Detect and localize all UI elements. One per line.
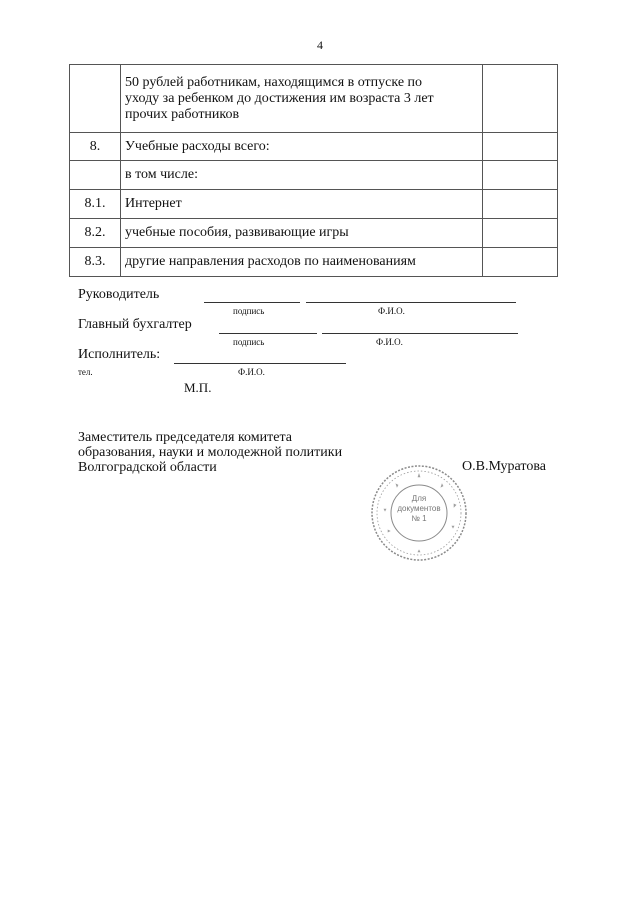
executor-name-line	[174, 363, 346, 364]
row-number: 8.3.	[70, 248, 121, 277]
signer-position	[78, 430, 342, 475]
head-name-line	[306, 302, 516, 303]
row-number: 8.	[70, 133, 121, 161]
row-value	[483, 161, 558, 190]
row-value	[483, 65, 558, 133]
row-description: учебные пособия, развивающие игры	[121, 219, 483, 248]
row-value	[483, 248, 558, 277]
page-number: 4	[317, 38, 323, 52]
row-description: в том числе:	[121, 161, 483, 190]
description-line: прочих работников	[125, 106, 240, 122]
seal-text-line: № 1	[411, 514, 427, 523]
head-signature-line	[204, 302, 300, 303]
table-row	[70, 219, 558, 248]
accountant-fio-caption: Ф.И.О.	[376, 337, 403, 347]
signer-position-line: Волгоградской области	[78, 460, 217, 475]
head-sign-caption: подпись	[233, 306, 265, 316]
head-label: Руководитель	[78, 287, 160, 302]
stamp-place-label: М.П.	[184, 380, 212, 395]
row-number: 8.2.	[70, 219, 121, 248]
row-value	[483, 133, 558, 161]
table-row	[70, 248, 558, 277]
row-description: другие направления расходов по наименованиям	[121, 248, 483, 277]
accountant-name-line	[322, 333, 518, 334]
head-fio-caption: Ф.И.О.	[378, 306, 405, 316]
executor-fio-caption: Ф.И.О.	[238, 367, 265, 377]
table-row	[70, 190, 558, 219]
row-description: Учебные расходы всего:	[121, 133, 483, 161]
executor-label: Исполнитель:	[78, 347, 161, 362]
row-value	[483, 219, 558, 248]
official-seal	[370, 464, 468, 562]
expenses-table	[69, 64, 558, 277]
signer-position-line: образования, науки и молодежной политики	[78, 445, 343, 460]
seal-text-line: Для	[411, 494, 427, 503]
accountant-label: Главный бухгалтер	[78, 317, 192, 332]
description-line: 50 рублей работникам, находящимся в отпуске по	[125, 74, 423, 90]
accountant-signature-line	[219, 333, 317, 334]
phone-caption: тел.	[78, 367, 93, 377]
row-description	[121, 65, 483, 133]
table-row	[70, 161, 558, 190]
signer-name: О.В.Муратова	[462, 459, 546, 474]
row-number	[70, 161, 121, 190]
row-value	[483, 190, 558, 219]
table-row	[70, 65, 558, 133]
seal-center-text	[370, 494, 468, 524]
row-number: 8.1.	[70, 190, 121, 219]
row-description: Интернет	[121, 190, 483, 219]
description-line: уходу за ребенком до достижения им возраста 3 лет	[125, 90, 434, 106]
signer-position-line: Заместитель председателя комитета	[78, 430, 292, 445]
table-row	[70, 133, 558, 161]
accountant-sign-caption: подпись	[233, 337, 265, 347]
row-number	[70, 65, 121, 133]
seal-text-line: документов	[397, 504, 441, 513]
